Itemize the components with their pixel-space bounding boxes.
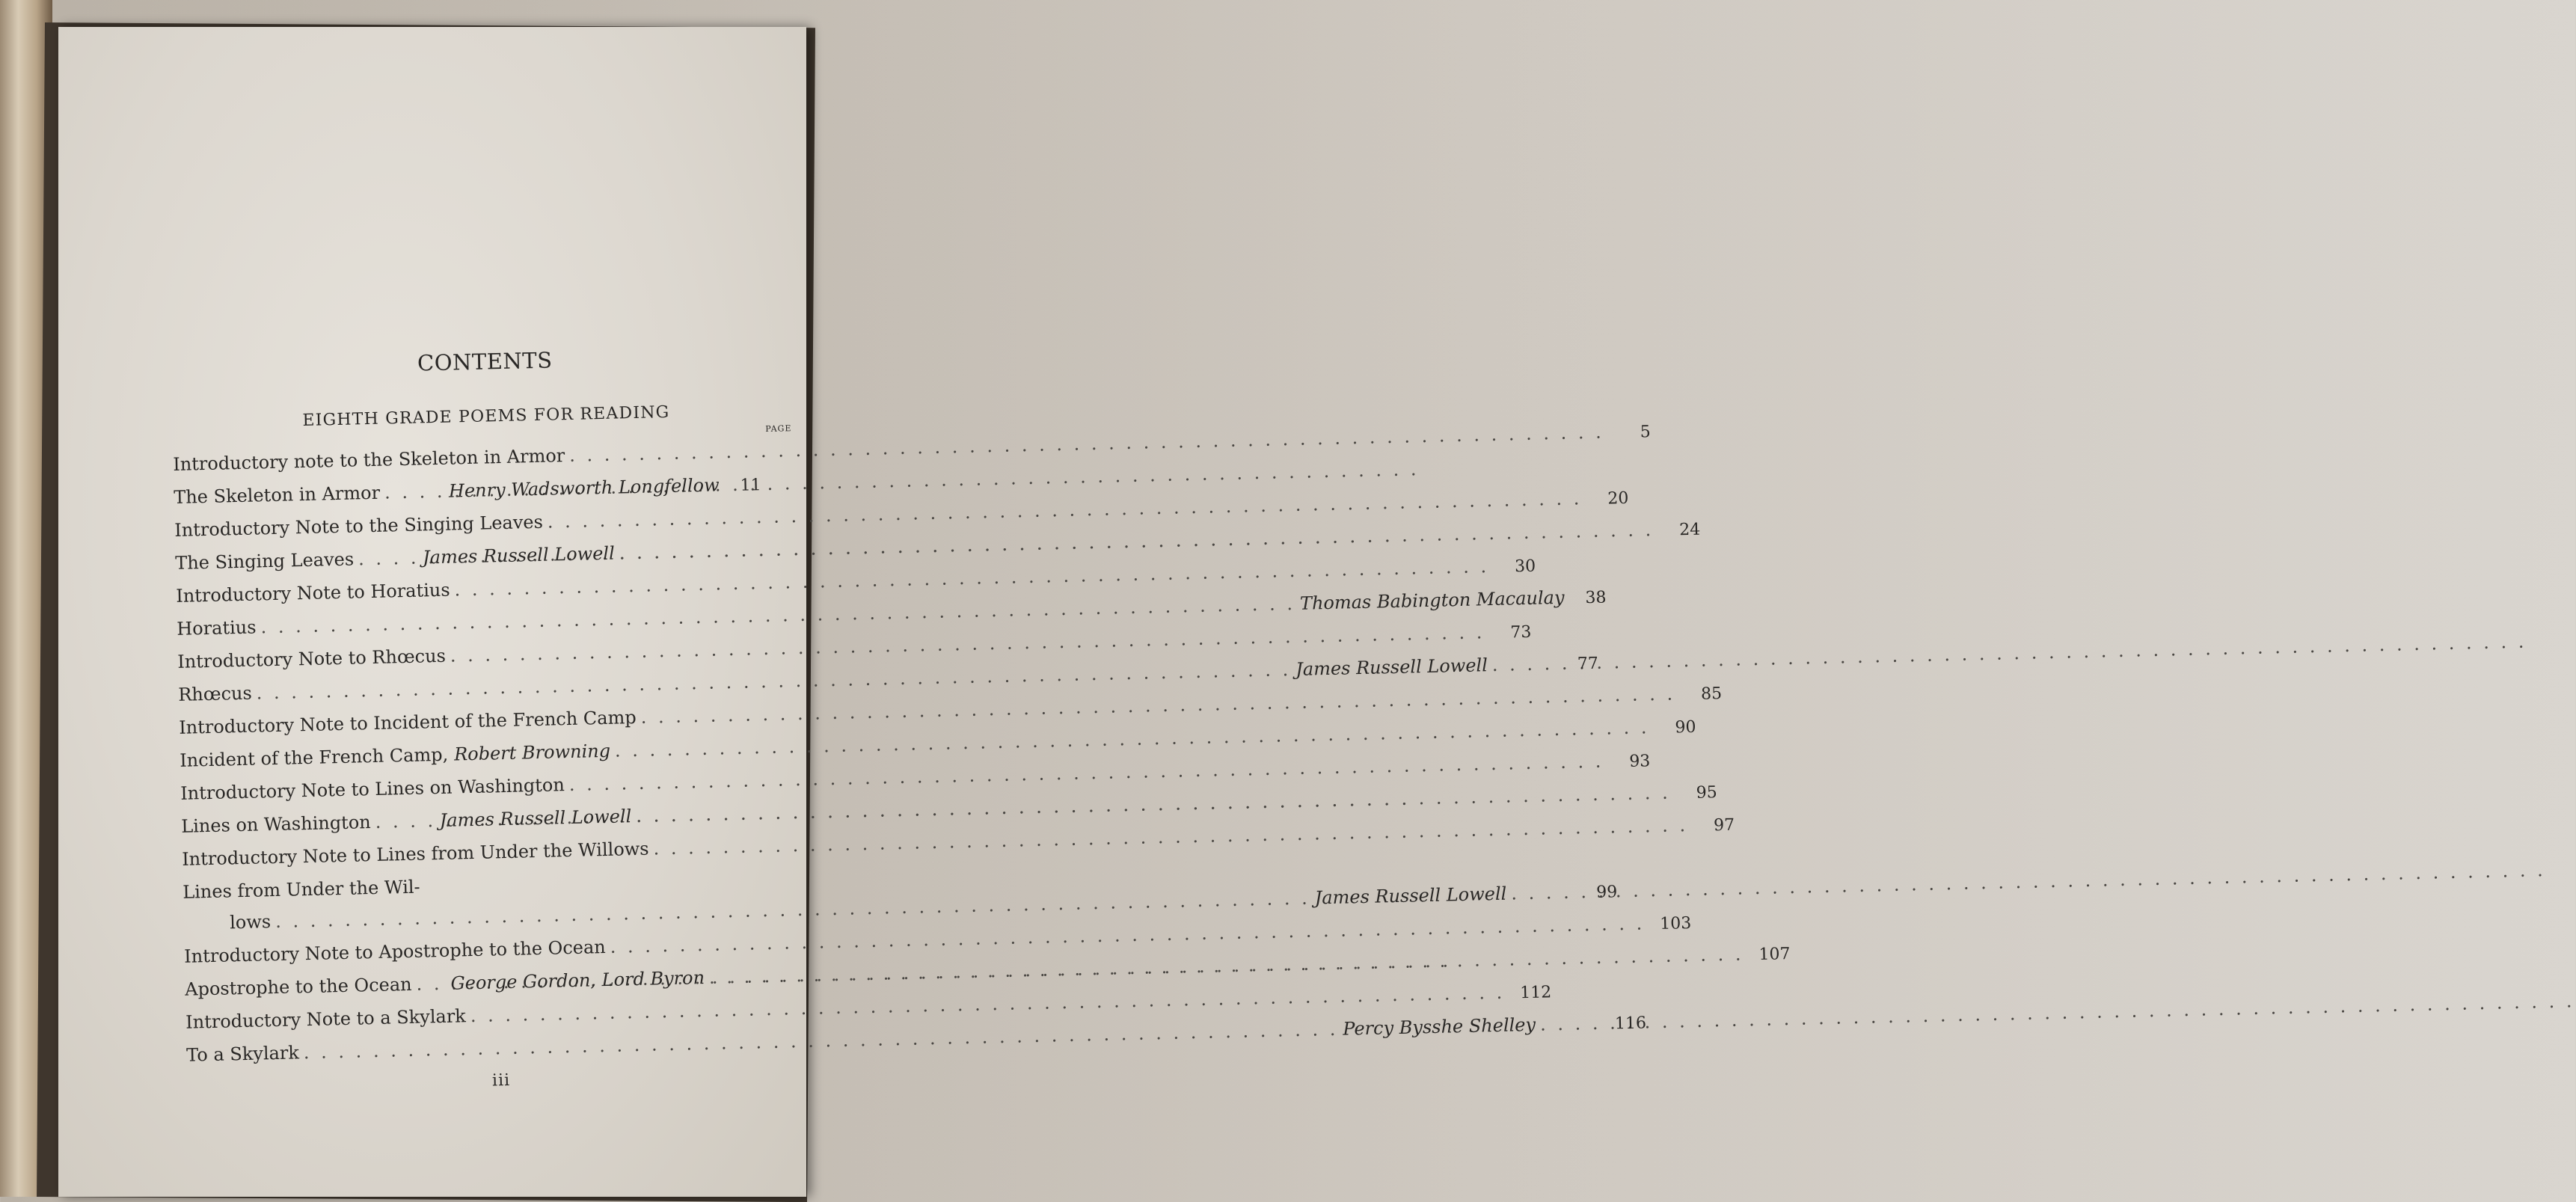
- dot-leader: [375, 805, 435, 838]
- entry-page: 107: [1758, 945, 1791, 965]
- entry-author: James Russell Lowell: [439, 806, 632, 831]
- entry-author: Henry Wadsworth Longfellow: [448, 474, 720, 502]
- entry-page: 90: [1675, 717, 1696, 738]
- entry-title-continuation: lows: [229, 911, 272, 933]
- dot-leader: [416, 968, 447, 1000]
- entry-author: Percy Bysshe Shelley: [1343, 1014, 1536, 1040]
- entry-title: Introductory Note to a Skylark: [185, 1005, 467, 1033]
- entry-page: 30: [1514, 556, 1536, 577]
- dot-leader: [1511, 877, 1571, 910]
- entry-page: 97: [1713, 815, 1735, 835]
- entry-page: 85: [1700, 684, 1723, 704]
- entry-page: 38: [1585, 588, 1607, 608]
- entry-title: Lines from Under the Wil-: [182, 876, 420, 903]
- book-page: [58, 27, 1791, 1197]
- entry-title: Introductory Note to Lines on Washington: [180, 774, 565, 804]
- entry-title: Apostrophe to the Ocean: [184, 973, 412, 1000]
- entry-page: 5: [1640, 423, 1652, 442]
- section-heading: EIGHTH GRADE POEMS FOR READING: [302, 402, 670, 431]
- entry-author: James Russell Lowell: [1314, 883, 1507, 909]
- entry-title: Rhœcus: [177, 682, 253, 705]
- entry-title: Introductory Note to Rhœcus: [177, 645, 447, 672]
- entry-page: 11: [740, 476, 761, 495]
- dot-leader: [358, 542, 419, 575]
- entry-title: Introductory note to the Skeleton in Armor: [172, 445, 565, 475]
- dot-leader: [1491, 648, 1552, 681]
- entry-author: Robert Browning: [453, 740, 611, 765]
- entry-title: The Singing Leaves: [174, 548, 355, 574]
- entry-page: 112: [1520, 983, 1552, 1003]
- entry-author: Thomas Babington Macaulay: [1299, 586, 1565, 614]
- entry-title: Incident of the French Camp,: [179, 743, 449, 771]
- page-column-label: PAGE: [765, 423, 792, 434]
- entry-page: 73: [1510, 622, 1532, 643]
- entry-title: Horatius: [176, 616, 257, 640]
- entry-title: Introductory Note to Incident of the French Camp: [178, 707, 637, 738]
- entry-page: 116: [1614, 1014, 1647, 1034]
- entry-page: 93: [1629, 752, 1651, 771]
- entry-title: Introductory Note to Horatius: [175, 579, 450, 607]
- entry-page: 77: [1577, 654, 1599, 674]
- entry-page: 103: [1659, 914, 1692, 934]
- entry-title: Introductory Note to Apostrophe to the Ocean: [183, 936, 606, 967]
- entry-title: Introductory Note to the Singing Leaves: [174, 511, 544, 541]
- entry-page: 24: [1678, 520, 1701, 540]
- entry-author: James Russell Lowell: [422, 542, 616, 568]
- entry-title: The Skeleton in Armor: [173, 482, 381, 508]
- entry-page: 95: [1696, 783, 1718, 803]
- entry-page: 20: [1607, 488, 1629, 509]
- dot-leader: [384, 476, 445, 509]
- page-title: CONTENTS: [417, 347, 553, 376]
- entry-title: To a Skylark: [185, 1042, 300, 1066]
- page-folio: iii: [491, 1070, 511, 1091]
- entry-author: James Russell Lowell: [1295, 654, 1488, 680]
- contents-block: [171, 342, 1791, 1097]
- entry-title: Introductory Note to Lines from Under the Willows: [181, 838, 649, 870]
- entry-title: Lines on Washington: [180, 812, 371, 837]
- entry-author: George Gordon, Lord Byron: [450, 967, 705, 994]
- entry-page: 99: [1595, 883, 1618, 902]
- dot-leader: [1540, 1008, 1601, 1040]
